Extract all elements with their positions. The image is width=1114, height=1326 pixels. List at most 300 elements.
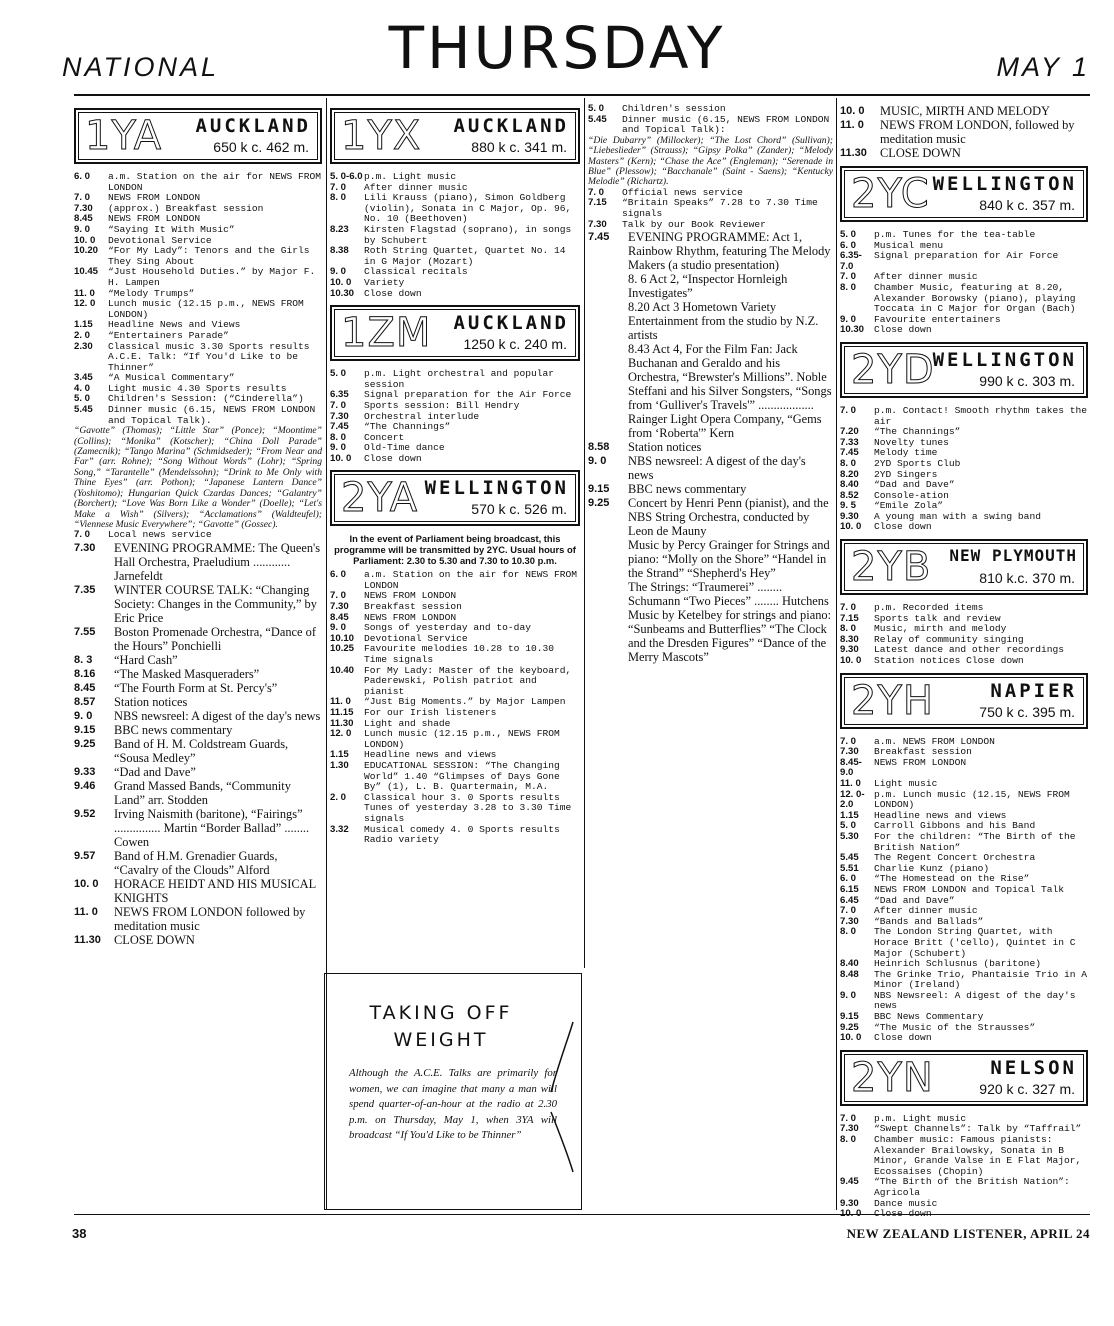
entry-text: “The Channings” <box>874 426 961 438</box>
parliament-notice: In the event of Parliament being broadcast, this programme will be transmitted by 2YC. Usual hours of Parliament: 2.30 to 5.30 and 7.30 to 10.30 p.m. <box>334 533 576 566</box>
entry-text: Lunch music (12.15 p.m., NEWS FROM LONDON) <box>364 728 560 750</box>
station-city: WELLINGTON <box>424 477 569 500</box>
entry-time: 9. 0 <box>840 989 857 1001</box>
entry-text: Headline news and views <box>364 749 497 761</box>
entry-time: 8.45 <box>74 213 93 225</box>
schedule-list <box>74 172 322 426</box>
entry-text: Light and shade <box>364 717 451 729</box>
entry-text: Local news service <box>108 529 212 541</box>
schedule-list <box>330 570 580 845</box>
entry-text: Novelty tunes <box>874 436 949 448</box>
entry-text: Band of H.M. Grenadier Guards, “Cavalry of the Clouds” Alford <box>114 848 278 877</box>
entry-text: NBS newsreel: A digest of the day's news <box>628 454 806 483</box>
station-frequency: 920 k c. 327 m. <box>979 1080 1075 1097</box>
entry-time: 7.30 <box>74 541 96 554</box>
schedule-entry <box>74 653 322 667</box>
schedule-entry <box>330 708 580 719</box>
schedule-entry <box>840 1209 1088 1220</box>
entry-time: 6. 0 <box>840 873 857 885</box>
entry-time: 7.30 <box>74 202 93 214</box>
schedule-entry <box>840 459 1088 470</box>
entry-text: For the children: “The Birth of the British Nation” <box>874 830 1076 853</box>
entry-time: 9. 0 <box>330 442 347 454</box>
entry-text: Children's Session: (“Cinderella”) <box>108 393 304 405</box>
station-logo-1zm <box>330 305 580 361</box>
schedule-entry <box>74 172 322 193</box>
entry-time: 12. 0 <box>330 728 352 740</box>
entry-time: 7. 0 <box>840 735 857 747</box>
schedule-entry <box>74 530 322 541</box>
entry-time: 10.30 <box>840 324 865 336</box>
entry-text: NEWS FROM LONDON <box>108 213 201 225</box>
schedule-entry <box>588 115 833 136</box>
entry-time: 10. 0 <box>840 105 865 117</box>
entry-time: 9.25 <box>840 1021 859 1033</box>
schedule-entry <box>330 793 580 825</box>
entry-text: “The Channings” <box>364 421 451 433</box>
entry-time <box>588 342 628 440</box>
entry-time: 9.33 <box>74 765 96 778</box>
schedule-entry <box>74 779 322 807</box>
entry-text: A young man with a swing band <box>874 510 1041 522</box>
entry-time <box>588 538 628 580</box>
schedule-entry <box>330 172 580 183</box>
entry-time: 10.30 <box>330 287 355 299</box>
entry-text: The London String Quartet, with Horace Britt ('cello), Quintet in C Major (Schubert) <box>874 926 1076 959</box>
schedule-entry <box>840 522 1088 533</box>
entry-time: 8.57 <box>74 695 96 708</box>
entry-time: 7.30 <box>840 915 859 927</box>
entry-time: 1.30 <box>330 759 349 771</box>
entry-text: Old-Time dance <box>364 442 445 454</box>
entry-time: 8.40 <box>840 479 859 491</box>
entry-time: 8. 0 <box>840 1134 857 1146</box>
entry-text: Latest dance and other recordings <box>874 644 1064 656</box>
entry-time: 11.30 <box>330 717 354 729</box>
header-national: NATIONAL <box>62 52 220 82</box>
box-text: Although the A.C.E. Talks are primarily for women, we can imagine that many a man will spend quarter-of-an-hour at the radio at 2.30 p.m. on Thursday, May 1, when 3YA will broadcast “If You'd Like to be Thinner” <box>349 1067 557 1142</box>
schedule-entry <box>74 299 322 320</box>
entry-text: “The Birth of the British Nation”: Agricola <box>874 1176 1070 1198</box>
column-1ya <box>74 100 322 947</box>
entry-time: 9.30 <box>840 510 859 522</box>
entry-text: EVENING PROGRAMME: Act 1, Rainbow Rhythm, featuring The Melody Makers (a studio presentation) <box>628 230 831 273</box>
schedule-list <box>840 737 1088 1044</box>
entry-time: 9. 0 <box>74 709 93 722</box>
schedule-entry <box>74 723 322 737</box>
entry-text: “Dad and Dave” <box>874 479 955 491</box>
entry-time: 11.15 <box>330 706 354 718</box>
entry-text: Breakfast session <box>364 601 462 613</box>
entry-time: 9.52 <box>74 807 96 820</box>
entry-time: 10.40 <box>330 664 355 676</box>
entry-text: Devotional Service <box>364 632 468 644</box>
entry-time: 5. 0 <box>330 368 347 380</box>
schedule-entry <box>330 289 580 300</box>
station-frequency: 840 k c. 357 m. <box>979 197 1075 213</box>
schedule-entry <box>588 220 833 231</box>
entry-time: 8.20 <box>840 468 859 480</box>
entry-time: 2. 0 <box>74 329 91 341</box>
entry-time: 6. 0 <box>840 239 857 251</box>
entry-text: “Saying It With Music” <box>108 223 235 235</box>
entry-text: Station notices <box>628 440 702 455</box>
entry-text: “Bands and Ballads” <box>874 915 984 927</box>
entry-time: 7.15 <box>840 612 859 624</box>
entry-text: Irving Naismith (baritone), “Fairings” ............... Martin “Border Ballad” ........ Cowen <box>114 806 310 849</box>
entry-time: 8.23 <box>330 223 349 235</box>
station-call: 2YH <box>851 677 934 724</box>
entry-text: Musical menu <box>874 239 944 251</box>
station-call: 2YD <box>851 346 935 393</box>
entry-text: “The Homestead on the Rise” <box>874 873 1030 885</box>
schedule-entry <box>330 369 580 390</box>
entry-text: After dinner music <box>874 271 978 283</box>
entry-text: Sports session: Bill Hendry <box>364 399 520 411</box>
entry-time: 6.45 <box>840 894 859 906</box>
entry-time <box>588 608 628 664</box>
schedule-entry <box>330 454 580 465</box>
entry-time: 8. 0 <box>840 457 857 469</box>
entry-time: 5. 0 <box>588 103 605 114</box>
entry-text: NBS newsreel: A digest of the day's news <box>114 708 321 723</box>
schedule-entry <box>840 1177 1088 1198</box>
entry-text: After dinner music <box>874 905 978 917</box>
entry-text: NEWS FROM LONDON <box>874 756 967 768</box>
station-call: 1ZM <box>341 310 432 357</box>
schedule-entry <box>74 331 322 342</box>
entry-time: 5. 0 <box>74 393 91 405</box>
entry-text: For My Lady: Master of the keyboard, Paderewski, Polish patriot and pianist <box>364 664 572 697</box>
entry-time: 8.30 <box>840 633 859 645</box>
evening-programme-list <box>74 530 322 947</box>
entry-time: 9.25 <box>588 497 610 510</box>
schedule-list <box>330 172 580 299</box>
entry-time: 2. 0 <box>330 791 347 803</box>
entry-text: “The Masked Masqueraders” <box>114 666 260 681</box>
entry-time: 5.45 <box>74 404 93 416</box>
station-logo-1yx <box>330 108 580 164</box>
entry-time: 9.30 <box>840 1197 859 1209</box>
entry-text: Lunch music (12.15 p.m., NEWS FROM LONDON) <box>108 298 304 320</box>
schedule-entry <box>840 1033 1088 1044</box>
schedule-entry <box>840 832 1088 853</box>
entry-text: Dance music <box>874 1197 938 1209</box>
station-frequency: 570 k c. 526 m. <box>471 501 567 518</box>
entry-text: For our Irish listeners <box>364 706 497 718</box>
entry-time: 11. 0 <box>840 119 864 131</box>
entry-time: 7.35 <box>74 583 96 596</box>
column-divider <box>584 98 585 968</box>
station-logo-2yd <box>840 342 1088 398</box>
entry-text: Light music <box>874 778 938 789</box>
entry-time: 7. 0 <box>840 1112 857 1124</box>
entry-time: 7.20 <box>840 426 859 438</box>
entry-time <box>588 580 628 608</box>
dinner-music-list: “Gavotte” (Thomas); “Little Star” (Ponce); “Moontime” (Collins); “Monika” (Kotscher); “China Doll Parade” (Zamecnik); “Tango Marina” (Schmidseder); “From Near and Far” (arr. Rohne); “Song Without Words” (Lohr); “Spring Song,” “Tarantelle” (Mendelssohn); “Drink to Me Only with Thine Eyes” (arr. Pothon); “Japanese Lantern Dance” (Yoshitomo); Hungarian Quick Czardas Dances; “Galantry” (Borchert); “Love Was Born Like a Wonder” (Doelle); “Let's Make a Wish” (Silvers); “Acclamations” (Waldteufel); “Viennese Music Everywhere”; “Gavotte” (Gossec). <box>74 425 322 530</box>
entry-text: Close down <box>874 324 932 336</box>
entry-text: 2YD Singers <box>874 468 938 480</box>
entry-time: 7.30 <box>840 746 859 758</box>
entry-time: 8.45 <box>74 681 96 694</box>
schedule-entry <box>74 625 322 653</box>
entry-text: “Hard Cash” <box>114 652 178 667</box>
entry-text: (approx.) Breakfast session <box>108 202 264 214</box>
entry-text: Headline News and Views <box>108 319 241 331</box>
entry-time: 8. 0 <box>840 926 857 938</box>
entry-time: 5.30 <box>840 830 859 842</box>
entry-time: 10. 0 <box>840 655 862 667</box>
entry-time: 7. 0 <box>588 186 605 198</box>
entry-time: 7.33 <box>840 436 859 448</box>
entry-time: 5.45 <box>588 113 607 125</box>
entry-time: 12. 0-2.0 <box>840 788 865 811</box>
schedule-entry <box>588 580 833 608</box>
entry-text: Station notices Close down <box>874 655 1024 667</box>
entry-time: 8. 0 <box>330 192 347 204</box>
entry-text: Signal preparation for Air Force <box>874 250 1059 262</box>
entry-text: Classical recitals <box>364 266 468 278</box>
entry-text: “Entertainers Parade” <box>108 329 229 341</box>
entry-time: 9. 5 <box>840 500 857 512</box>
header-date: MAY 1 <box>996 52 1090 82</box>
entry-time: 7. 0 <box>74 192 91 204</box>
entry-text: Relay of community singing <box>874 633 1024 645</box>
schedule-entry <box>330 401 580 412</box>
station-city: AUCKLAND <box>453 115 569 137</box>
entry-text: NEWS FROM LONDON <box>364 590 457 602</box>
entry-text: Close down <box>364 452 422 464</box>
entry-time: 10.25 <box>330 643 355 655</box>
entry-text: CLOSE DOWN <box>114 932 195 947</box>
station-frequency: 990 k c. 303 m. <box>979 372 1075 389</box>
entry-text: Dinner music (6.15, NEWS FROM LONDON and Topical Talk). <box>108 404 316 426</box>
entry-text: Console-ation <box>874 489 949 501</box>
entry-time: 8. 3 <box>74 653 93 666</box>
schedule-entry <box>588 538 833 580</box>
entry-text: Boston Promenade Orchestra, “Dance of the Hours” Ponchielli <box>114 624 316 653</box>
entry-time: 7.30 <box>588 218 607 230</box>
schedule-entry <box>588 104 833 115</box>
entry-text: Music by Ketelbey for strings and piano: “Sunbeams and Butterflies” “The Clock and the Dresden Figures” “Dance of the Merry Mascots” <box>628 608 832 665</box>
schedule-entry <box>840 970 1088 991</box>
entry-time: 3.32 <box>330 823 349 835</box>
entry-time: 7. 0 <box>330 590 347 602</box>
entry-text: Classical hour 3. 0 Sports results Tunes of yesterday 3.28 to 3.30 Time signals <box>364 791 572 824</box>
station-logo-2yc <box>840 166 1088 222</box>
schedule-entry <box>840 104 1088 118</box>
entry-time: 9. 0 <box>330 266 347 278</box>
schedule-entry <box>74 583 322 625</box>
schedule-entry <box>840 927 1088 959</box>
entry-text: BBC News Commentary <box>874 1011 984 1023</box>
entry-text: NEWS FROM LONDON, followed by meditation music <box>880 118 1075 146</box>
station-frequency: 750 k c. 395 m. <box>979 703 1075 720</box>
schedule-list <box>840 230 1088 336</box>
entry-time <box>588 272 628 300</box>
entry-time: 7.45 <box>588 231 610 244</box>
entry-time: 8.58 <box>588 441 610 454</box>
exercise-cartoon-illustration <box>549 982 575 1202</box>
entry-text: BBC news commentary <box>114 722 233 737</box>
station-logo-2ya <box>330 470 580 526</box>
schedule-entry <box>74 737 322 765</box>
entry-time: 5. 0-6.0 <box>330 171 363 182</box>
entry-text: Devotional Service <box>108 234 212 246</box>
schedule-entry <box>588 198 833 219</box>
entry-time: 6.15 <box>840 883 859 895</box>
entry-text: Sports talk and review <box>874 612 1001 624</box>
entry-time: 10. 0 <box>74 877 99 890</box>
station-city: NEW PLYMOUTH <box>949 546 1077 566</box>
entry-text: Carroll Gibbons and his Band <box>874 820 1036 832</box>
station-logo-2yb <box>840 539 1088 595</box>
entry-text: “Just Big Moments.” by Major Lampen <box>364 696 566 708</box>
entry-time: 7.15 <box>588 197 607 209</box>
schedule-entry <box>74 877 322 905</box>
entry-text: Breakfast session <box>874 746 972 758</box>
entry-time: 2.30 <box>74 340 93 352</box>
entry-time: 10.45 <box>74 266 99 278</box>
entry-text: Close down <box>874 521 932 533</box>
entry-text: “The Music of the Strausses” <box>874 1021 1036 1033</box>
station-city: AUCKLAND <box>195 115 311 137</box>
entry-text: Chamber music: Famous pianists: Alexander Brailowsky, Sonata in B Minor, Grande Valse in E Flat Major, Ecossaises (Chopin) <box>874 1134 1082 1177</box>
entry-text: Music by Percy Grainger for Strings and piano: “Molly on the Shore” “Handel in the Strand” “Shepherd's Hey” <box>628 538 830 581</box>
box-title: TAKING OFF WEIGHT <box>369 1002 513 1051</box>
column-1yx-1zm-2ya <box>330 100 580 846</box>
entry-text: p.m. Contact! Smooth rhythm takes the air <box>874 404 1088 427</box>
entry-time: 11.30 <box>74 933 101 946</box>
station-city: NAPIER <box>990 679 1077 702</box>
schedule-entry <box>840 283 1088 315</box>
entry-text: “Dad and Dave” <box>114 764 196 779</box>
entry-text: p.m. Recorded items <box>874 602 984 614</box>
schedule-entry <box>840 790 1088 811</box>
entry-time: 9.15 <box>840 1011 859 1023</box>
schedule-entry <box>588 300 833 342</box>
entry-text: NEWS FROM LONDON and Topical Talk <box>874 883 1064 895</box>
schedule-entry <box>74 905 322 933</box>
entry-text: Classical music 3.30 Sports results A.C.E. Talk: “If You'd Like to be Thinner” <box>108 340 310 373</box>
entry-text: EDUCATIONAL SESSION: “The Changing World” 1.40 “Glimpses of Days Gone By” (1), L. B. Quartermain, M.A. <box>364 759 560 793</box>
entry-text: Melody time <box>874 447 938 459</box>
station-logo-2yn <box>840 1050 1088 1106</box>
entry-text: p.m. Light orchestral and popular session <box>364 368 554 390</box>
station-city: WELLINGTON <box>932 348 1077 371</box>
schedule-entry <box>74 807 322 849</box>
entry-time: 7. 0 <box>840 404 857 416</box>
entry-text: “The Fourth Form at St. Percy's” <box>114 680 278 695</box>
entry-time: 9.25 <box>74 737 96 750</box>
entry-time: 7.45 <box>330 421 349 433</box>
entry-time: 10. 0 <box>74 234 96 246</box>
entry-time: 8.48 <box>840 968 859 980</box>
schedule-entry <box>840 885 1088 896</box>
entry-time: 11. 0 <box>330 696 351 708</box>
entry-time: 1.15 <box>330 749 349 761</box>
entry-text: p.m. Lunch music (12.15, NEWS FROM LONDON) <box>874 788 1070 811</box>
entry-time: 10. 0 <box>330 452 352 464</box>
schedule-entry <box>74 342 322 374</box>
entry-text: “For My Lady”: Tenors and the Girls They Sing About <box>108 245 310 267</box>
entry-text: Orchestral interlude <box>364 410 480 422</box>
entry-text: “A Musical Commentary” <box>108 372 235 384</box>
entry-time: 5. 0 <box>840 820 857 832</box>
entry-time: 8. 0 <box>840 281 857 293</box>
entry-text: Heinrich Schlusnus (baritone) <box>874 958 1041 970</box>
entry-time: 8.16 <box>74 667 96 680</box>
entry-text: NEWS FROM LONDON <box>108 192 201 204</box>
entry-time: 1.15 <box>74 319 93 331</box>
entry-text: “Just Household Duties.” by Major F. H. Lampen <box>108 266 316 288</box>
schedule-entry <box>588 272 833 300</box>
column-2ya-continued <box>588 104 833 664</box>
late-programme-list <box>840 104 1088 160</box>
entry-time: 6. 0 <box>74 171 91 182</box>
entry-time: 7.55 <box>74 625 96 638</box>
entry-text: NBS Newsreel: A digest of the day's news <box>874 989 1076 1012</box>
schedule-entry <box>74 267 322 288</box>
entry-time: 10. 0 <box>840 521 862 533</box>
page-number: 38 <box>72 1226 87 1241</box>
entry-time: 11. 0 <box>74 905 98 918</box>
schedule-entry <box>330 225 580 246</box>
entry-text: “Emile Zola” <box>874 500 944 512</box>
schedule-entry <box>74 405 322 426</box>
entry-text: WINTER COURSE TALK: “Changing Society: Changes in the Community,” by Eric Price <box>114 582 317 625</box>
entry-text: a.m. Station on the air for NEWS FROM LONDON <box>364 569 578 591</box>
entry-text: Dinner music (6.15, NEWS FROM LONDON and Topical Talk): <box>622 113 830 136</box>
entry-time: 8.38 <box>330 245 349 257</box>
schedule-entry <box>74 246 322 267</box>
schedule-entry <box>840 325 1088 336</box>
station-city: WELLINGTON <box>932 173 1077 195</box>
entry-time <box>588 300 628 342</box>
schedule-entry <box>588 608 833 664</box>
station-frequency: 880 k c. 341 m. <box>471 139 567 155</box>
schedule-entry <box>840 1135 1088 1177</box>
schedule-entry <box>330 825 580 846</box>
schedule-list <box>588 188 833 230</box>
entry-text: Close down <box>874 1032 932 1044</box>
entry-time: 7. 0 <box>840 602 857 614</box>
schedule-list <box>840 406 1088 533</box>
schedule-entry <box>330 570 580 591</box>
station-call: 2YN <box>851 1054 934 1101</box>
entry-text: Grand Massed Bands, “Community Land” arr. Stodden <box>114 778 291 807</box>
schedule-list <box>840 1114 1088 1220</box>
entry-time: 10. 0 <box>840 1032 862 1044</box>
schedule-entry <box>74 541 322 583</box>
schedule-entry <box>330 278 580 289</box>
entry-time: 9. 0 <box>840 313 857 325</box>
station-logo-1ya <box>74 108 322 164</box>
entry-time: 9. 0 <box>74 223 91 235</box>
entry-text: 8.20 Act 3 Hometown Variety Entertainment from the studio by N.Z. artists <box>628 300 819 343</box>
entry-text: CLOSE DOWN <box>880 146 961 160</box>
entry-text: “Dad and Dave” <box>874 894 955 906</box>
schedule-entry <box>840 118 1088 146</box>
schedule-entry <box>330 666 580 698</box>
schedule-entry <box>74 765 322 779</box>
schedule-entry <box>840 230 1088 241</box>
entry-text: MUSIC, MIRTH AND MELODY <box>880 104 1050 118</box>
entry-time: 9.46 <box>74 779 96 792</box>
entry-text: Variety <box>364 276 405 288</box>
column-other-stations <box>840 104 1088 1220</box>
entry-time: 8. 0 <box>840 623 857 635</box>
